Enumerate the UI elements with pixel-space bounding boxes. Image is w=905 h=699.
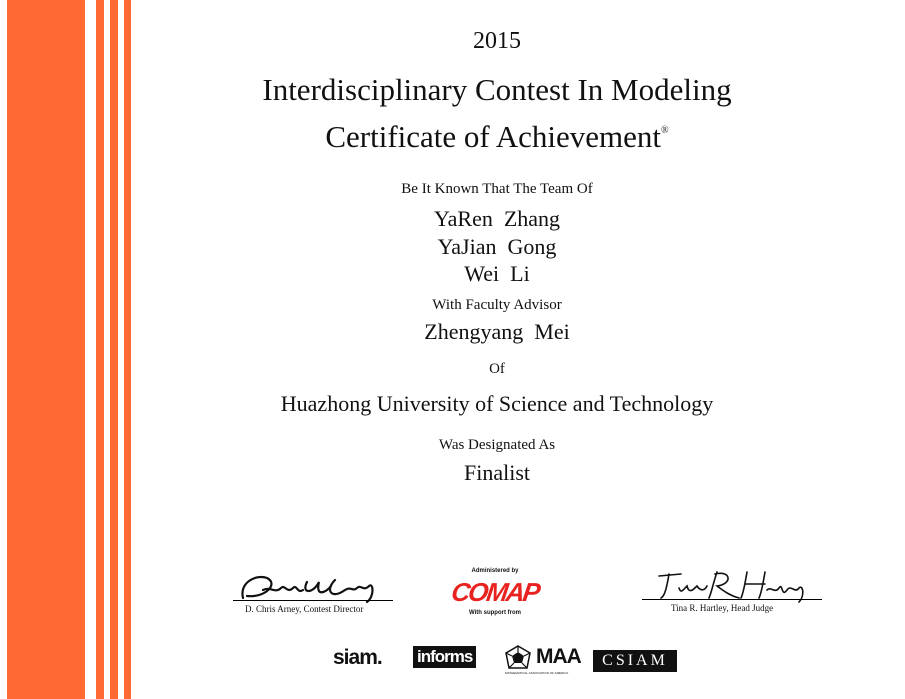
comap-logo: [450, 568, 540, 630]
advisor-label: With Faculty Advisor: [432, 297, 562, 313]
certificate-title-text: Certificate of Achievement: [325, 119, 662, 154]
informs-logo: informs: [413, 646, 476, 668]
intro-line: Be It Known That The Team Of: [401, 181, 593, 197]
signature-line-left: [233, 600, 393, 601]
signature-contest-director: [235, 568, 385, 604]
certificate-title: [130, 119, 864, 155]
maa-polyhedron-icon: [503, 644, 533, 672]
contest-title: Interdisciplinary Contest In Modeling: [262, 72, 732, 107]
maa-subtitle: MATHEMATICAL ASSOCIATION OF AMERICA: [505, 671, 569, 675]
signature-caption-right: Tina R. Hartley, Head Judge: [671, 603, 774, 613]
university-name: Huazhong University of Science and Technology: [280, 391, 714, 416]
team-member-3: Wei Li: [464, 261, 530, 286]
maa-logo: MAA: [536, 645, 581, 668]
administered-by-text: Administered by: [471, 568, 519, 574]
team-member-2: YaJian Gong: [437, 234, 557, 259]
left-stripe-wide: [7, 0, 85, 699]
support-text: With support from: [469, 610, 521, 616]
left-stripe-1: [96, 0, 104, 699]
certificate-year: 2015: [473, 28, 521, 54]
designation: Finalist: [463, 460, 530, 485]
designated-label: Was Designated As: [438, 437, 556, 453]
of-label: Of: [489, 361, 505, 377]
team-member-1: YaRen Zhang: [433, 206, 561, 231]
signature-caption-left: D. Chris Arney, Contest Director: [245, 604, 364, 614]
signature-line-right: [642, 599, 822, 600]
left-stripe-2: [110, 0, 118, 699]
comap-wordmark: COMAP: [449, 577, 541, 607]
siam-logo: siam.: [333, 646, 382, 669]
registered-mark: ®: [661, 125, 669, 136]
advisor-name: Zhengyang Mei: [424, 319, 570, 344]
csiam-logo: CSIAM: [593, 650, 677, 672]
